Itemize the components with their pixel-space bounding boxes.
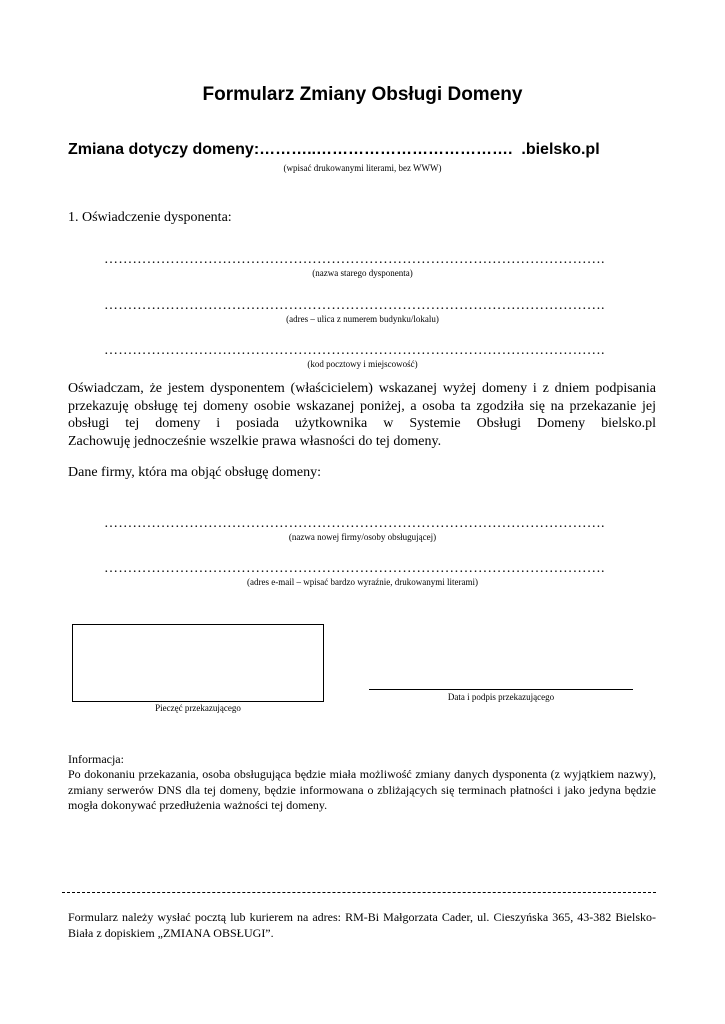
new-company-email-field[interactable]: …………………………………………………………………………………………….	[104, 561, 605, 576]
declaration-text: Oświadczam, że jestem dysponentem (właścicielem) wskazanej wyżej domeny i z dniem podpisania przekazuję obsługę tej domeny osobie wskazanej poniżej, a osoba ta zgodziła się na przekazanie jej obsługi tej domeny i posiada użytkownika w Systemie Obsługi Domeny bielsko.pl	[68, 381, 656, 431]
old-holder-name-hint: (nazwa starego dysponenta)	[312, 268, 413, 278]
old-holder-postal-hint: (kod pocztowy i miejscowość)	[307, 359, 418, 369]
company-heading: Dane firmy, która ma objąć obsługę domeny:	[68, 465, 321, 480]
old-holder-name-field[interactable]: …………………………………………………………………………………………….	[104, 252, 605, 267]
signature-line[interactable]	[369, 689, 633, 690]
domain-line	[68, 141, 600, 159]
stamp-label: Pieczęć przekazującego	[155, 703, 241, 713]
form-title: Formularz Zmiany Obsługi Domeny	[202, 84, 523, 105]
footer-text: Formularz należy wysłać pocztą lub kurierem na adres: RM-Bi Małgorzata Cader, ul. Cieszyńska 365, 43-382 Bielsko-Biała z dopiskiem „ZMIANA OBSŁUGI”.	[68, 910, 656, 940]
new-company-name-field[interactable]: …………………………………………………………………………………………….	[104, 516, 605, 531]
old-holder-address-hint: (adres – ulica z numerem budynku/lokalu)	[286, 314, 439, 324]
new-company-name-hint: (nazwa nowej firmy/osoby obsługującej)	[288, 532, 437, 542]
info-heading: Informacja:	[68, 752, 124, 766]
cut-line-divider	[62, 892, 656, 893]
declaration-last-line: Zachowuję jednocześnie wszelkie prawa własności do tej domeny.	[68, 434, 442, 449]
info-text: Po dokonaniu przekazania, osoba obsługująca będzie miała możliwość zmiany danych dysponenta (z wyjątkiem nazwy), zmiany serwerów DNS dla tej domeny, będzie informowana o zbliżających się terminach płatności i jako jedyna będzie mogła dokonywać przedłużenia ważności tej domeny.	[68, 767, 656, 812]
date-signature-label: Data i podpis przekazującego	[447, 692, 555, 702]
old-holder-postal-field[interactable]: …………………………………………………………………………………………….	[104, 343, 605, 358]
new-company-email-hint: (adres e-mail – wpisać bardzo wyraźnie, drukowanymi literami)	[247, 577, 478, 587]
domain-dots-field[interactable]: ………..……………………………….	[259, 141, 513, 158]
domain-label: Zmiana dotyczy domeny:	[68, 141, 260, 158]
stamp-box[interactable]	[72, 624, 324, 702]
section1-heading: 1. Oświadczenie dysponenta:	[68, 210, 232, 225]
domain-suffix: .bielsko.pl	[521, 141, 600, 158]
old-holder-address-field[interactable]: …………………………………………………………………………………………….	[104, 298, 605, 313]
domain-hint: (wpisać drukowanymi literami, bez WWW)	[283, 163, 442, 173]
